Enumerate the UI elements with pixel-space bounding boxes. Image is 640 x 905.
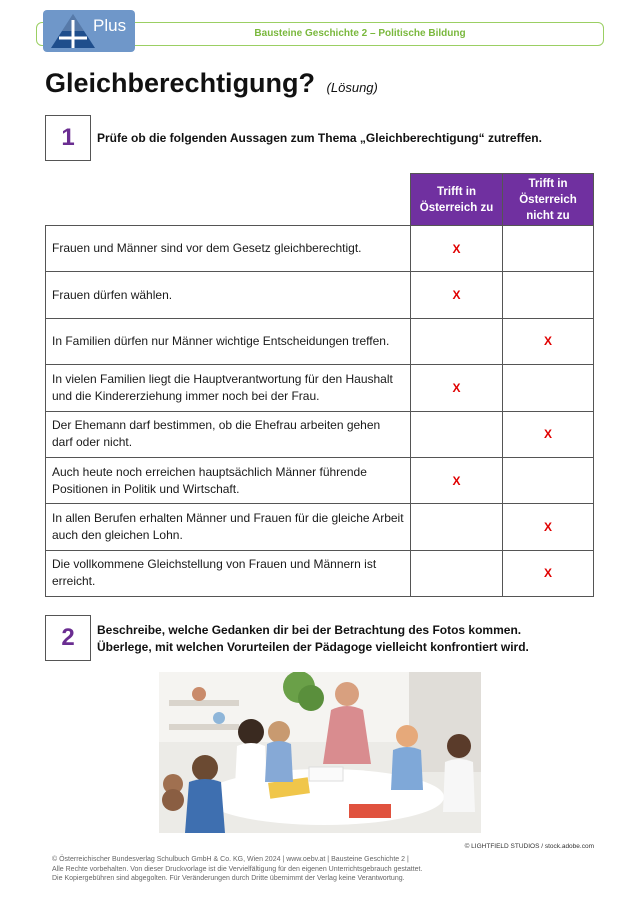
not-applies-mark [503, 226, 594, 272]
table-row [46, 226, 594, 272]
applies-mark [411, 550, 503, 596]
applies-mark [411, 411, 503, 457]
triangle-logo-icon [49, 12, 97, 50]
not-applies-mark [503, 272, 594, 318]
table-row [46, 550, 594, 596]
header-applies [411, 174, 503, 226]
not-applies-mark: X [503, 504, 594, 550]
classroom-photo [159, 672, 481, 833]
table-row [46, 504, 594, 550]
applies-mark: X [411, 365, 503, 411]
footer-line-1: © Österreichischer Bundesverlag Schulbuch GmbH & Co. KG, Wien 2024 | www.oebv.at | Bausteine Geschichte 2 | [52, 856, 409, 863]
page-title-sub: (Lösung) [326, 80, 378, 95]
statement-cell: Der Ehemann darf bestimmen, ob die Ehefrau arbeiten gehen darf oder nicht. [46, 411, 411, 457]
statement-cell: Frauen dürfen wählen. [46, 272, 411, 318]
not-applies-mark [503, 365, 594, 411]
not-applies-mark: X [503, 318, 594, 364]
applies-mark: X [411, 272, 503, 318]
page-title [45, 68, 378, 99]
task-number-1: 1 [45, 115, 91, 161]
table-row [46, 365, 594, 411]
statements-table [45, 173, 594, 597]
classroom-photo-illustration [159, 672, 481, 833]
header-applies-label: Trifft in Österreich zu [419, 185, 494, 214]
applies-mark [411, 318, 503, 364]
task-2-line-1: Beschreibe, welche Gedanken dir bei der Betrachtung des Fotos kommen. [97, 623, 522, 637]
statement-cell: In vielen Familien liegt die Hauptverantwortung für den Haushalt und die Kindererziehung immer noch bei der Frau. [46, 365, 411, 411]
logo-plus-text: Plus [93, 16, 127, 35]
statement-cell: In Familien dürfen nur Männer wichtige Entscheidungen treffen. [46, 318, 411, 364]
not-applies-mark: X [503, 550, 594, 596]
footer-line-2: Alle Rechte vorbehalten. Von dieser Druckvorlage ist die Vervielfältigung für den eigenen Unterrichtsgebrauch gestattet. [52, 865, 423, 873]
task-number-2: 2 [45, 615, 91, 661]
table-header-row [46, 174, 594, 226]
subject-title: Bausteine Geschichte 2 – Politische Bildung [254, 28, 466, 39]
task-1-instruction: Prüfe ob die folgenden Aussagen zum Thema „Gleichberechtigung“ zutreffen. [97, 131, 542, 145]
applies-mark [411, 504, 503, 550]
header-not-applies [503, 174, 594, 226]
statement-cell: Auch heute noch erreichen hauptsächlich Männer führende Positionen in Politik und Wirtschaft. [46, 457, 411, 503]
not-applies-mark [503, 457, 594, 503]
publisher-logo [43, 10, 135, 52]
footer-line-3: Die Kopiergebühren sind abgegolten. Für Veränderungen durch Dritte übernimmt der Verlag keine Verantwortung. [52, 875, 405, 882]
table-row [46, 457, 594, 503]
statement-cell: In allen Berufen erhalten Männer und Frauen für die gleiche Arbeit auch den gleichen Lohn. [46, 504, 411, 550]
header-not-applies-label: Trifft in Österreich nicht zu [519, 177, 577, 222]
photo-credit: © LIGHTFIELD STUDIOS / stock.adobe.com [464, 843, 594, 850]
table-row [46, 411, 594, 457]
statement-cell: Frauen und Männer sind vor dem Gesetz gleichberechtigt. [46, 226, 411, 272]
task-2-instruction [97, 622, 529, 656]
statement-cell: Die vollkommene Gleichstellung von Frauen und Männern ist erreicht. [46, 550, 411, 596]
applies-mark: X [411, 457, 503, 503]
applies-mark: X [411, 226, 503, 272]
header-blank-cell [46, 174, 411, 226]
table-row [46, 318, 594, 364]
footer-copyright [52, 855, 422, 884]
page-title-main: Gleichberechtigung? [45, 68, 316, 98]
not-applies-mark: X [503, 411, 594, 457]
table-row [46, 272, 594, 318]
task-2-line-2: Überlege, mit welchen Vorurteilen der Pädagoge vielleicht konfrontiert wird. [97, 640, 529, 654]
